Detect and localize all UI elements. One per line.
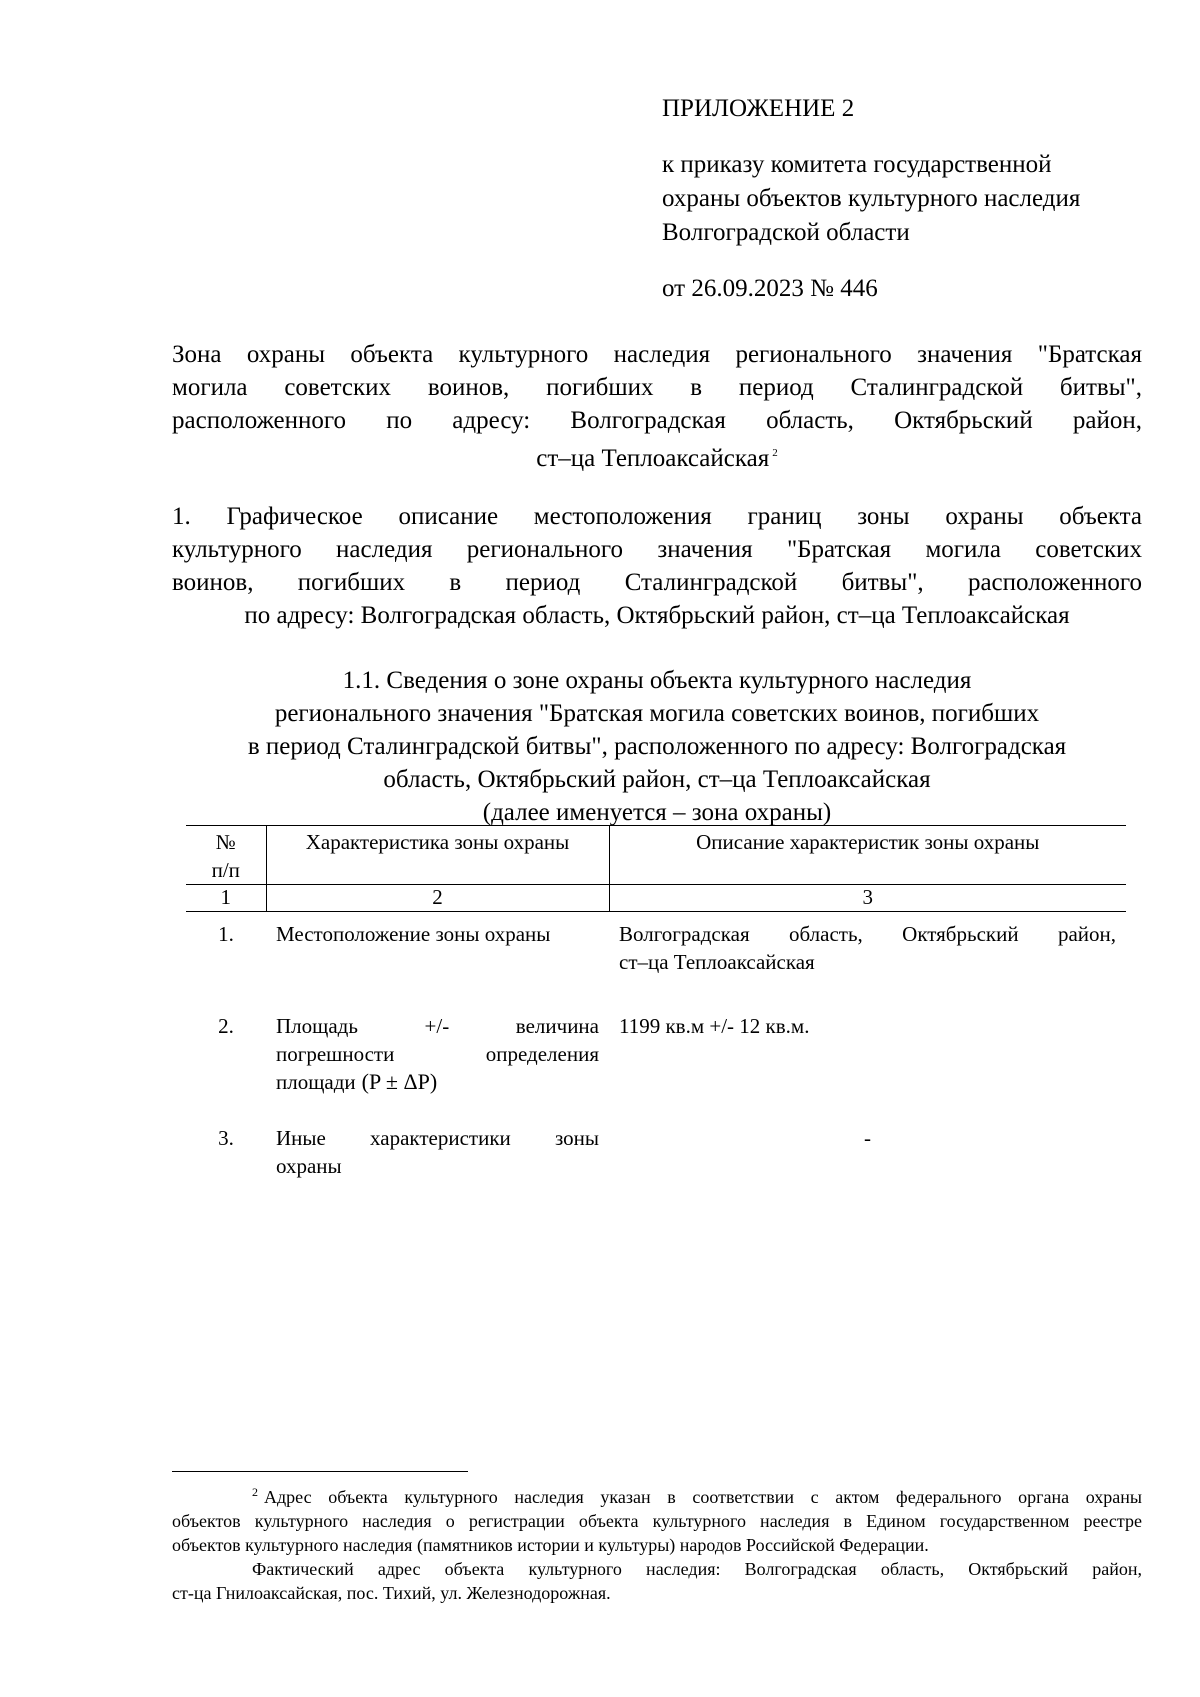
- appendix-line-3: Волгоградской области: [662, 219, 910, 246]
- footnote-line-4: Фактический адрес объекта культурного наследия: Волгоградская область, Октябрьский район,: [252, 1559, 1142, 1579]
- column-number-1: 1: [186, 885, 266, 912]
- header-number-line-1: №: [215, 830, 236, 854]
- appendix-reference: [662, 148, 1142, 250]
- row-characteristic-line-3-text: площади: [276, 1070, 356, 1094]
- row-characteristic-line-2: погрешности определения: [276, 1042, 599, 1066]
- appendix-line-2: охраны объектов культурного наследия: [662, 185, 1081, 212]
- footnote-marker: 2: [252, 1485, 258, 1499]
- row-description: -: [864, 1126, 871, 1150]
- subsection-line-2: регионального значения "Братская могила советских воинов, погибших: [274, 700, 1040, 727]
- section-1-line-1: 1. Графическое описание местоположения границ зоны охраны объекта: [172, 503, 1142, 530]
- footnote-line-2: объектов культурного наследия о регистрации объекта культурного наследия в Едином государственном реестре: [172, 1511, 1142, 1531]
- row-description: 1199 кв.м +/- 12 кв.м.: [619, 1014, 810, 1038]
- subsection-line-5: (далее именуется – зона охраны): [482, 799, 832, 826]
- section-1-line-4: по адресу: Волгоградская область, Октябрьский район, ст–ца Теплоаксайская: [244, 602, 1070, 629]
- row-number: 3.: [218, 1126, 234, 1150]
- title-line-3: расположенного по адресу: Волгоградская область, Октябрьский район,: [172, 407, 1142, 434]
- footnote-line-1: [172, 1480, 1142, 1509]
- subsection-line-3: в период Сталинградской битвы", расположенного по адресу: Волгоградская: [247, 733, 1067, 760]
- subsection-line-1: 1.1. Сведения о зоне охраны объекта культурного наследия: [342, 667, 972, 694]
- header-characteristic: Характеристика зоны охраны: [266, 826, 609, 885]
- column-number-2: 2: [266, 885, 609, 912]
- row-number: 1.: [218, 922, 234, 946]
- subsection-1-1-heading: [172, 664, 1142, 829]
- footnote: [172, 1480, 1142, 1605]
- appendix-heading: ПРИЛОЖЕНИЕ 2: [662, 95, 855, 122]
- row-characteristic-line-3: [276, 1068, 599, 1096]
- title-line-1: Зона охраны объекта культурного наследия регионального значения "Братская: [172, 341, 1142, 368]
- section-1-heading: [172, 500, 1142, 632]
- row-characteristic-line-1: Площадь +/- величина: [276, 1014, 599, 1038]
- footnote-reference: 2: [772, 447, 778, 459]
- footnote-line-5: ст-ца Гнилоаксайская, пос. Тихий, ул. Железнодорожная.: [172, 1583, 611, 1603]
- table-column-numbers-row: [186, 885, 1126, 912]
- title-line-2: могила советских воинов, погибших в период Сталинградской битвы",: [172, 374, 1142, 401]
- footnote-line-3: объектов культурного наследия (памятников истории и культуры) народов Российской Федерации.: [172, 1535, 929, 1555]
- title-line-4: [172, 437, 1142, 475]
- footnote-line-1-text: Адрес объекта культурного наследия указан в соответствии с актом федерального органа охраны: [264, 1487, 1142, 1507]
- row-number: 2.: [218, 1014, 234, 1038]
- header-description: Описание характеристик зоны охраны: [609, 826, 1126, 885]
- row-characteristic: Местоположение зоны охраны: [276, 922, 551, 946]
- table-row: [186, 1004, 1126, 1116]
- subsection-line-4: область, Октябрьский район, ст–ца Теплоаксайская: [383, 766, 931, 793]
- table-row: [186, 912, 1126, 1005]
- table-header-row: [186, 826, 1126, 885]
- appendix-line-1: к приказу комитета государственной: [662, 151, 1052, 178]
- section-1-line-3: воинов, погибших в период Сталинградской битвы", расположенного: [172, 569, 1142, 596]
- row-description-line-1: Волгоградская область, Октябрьский район,: [619, 922, 1116, 946]
- row-characteristic-line-1: Иные характеристики зоны: [276, 1126, 599, 1150]
- column-number-3: 3: [609, 885, 1126, 912]
- row-description: [609, 912, 1126, 1005]
- row-characteristic: [266, 1004, 609, 1116]
- zone-info-table: [186, 825, 1126, 1184]
- footnote-separator: [172, 1471, 468, 1472]
- row-characteristic: [266, 1116, 609, 1184]
- appendix-header: [662, 92, 1142, 306]
- row-description-line-2: ст–ца Теплоаксайская: [619, 950, 815, 974]
- section-1-line-2: культурного наследия регионального значения "Братская могила советских: [172, 536, 1142, 563]
- header-number: [186, 826, 266, 885]
- title-line-4-text: ст–ца Теплоаксайская: [536, 445, 770, 472]
- area-formula: (P ± ΔP): [361, 1069, 438, 1094]
- table-row: [186, 1116, 1126, 1184]
- document-title: [172, 338, 1142, 475]
- appendix-date: от 26.09.2023 № 446: [662, 275, 878, 302]
- row-characteristic-line-2: охраны: [276, 1154, 342, 1178]
- header-number-line-2: п/п: [211, 858, 240, 882]
